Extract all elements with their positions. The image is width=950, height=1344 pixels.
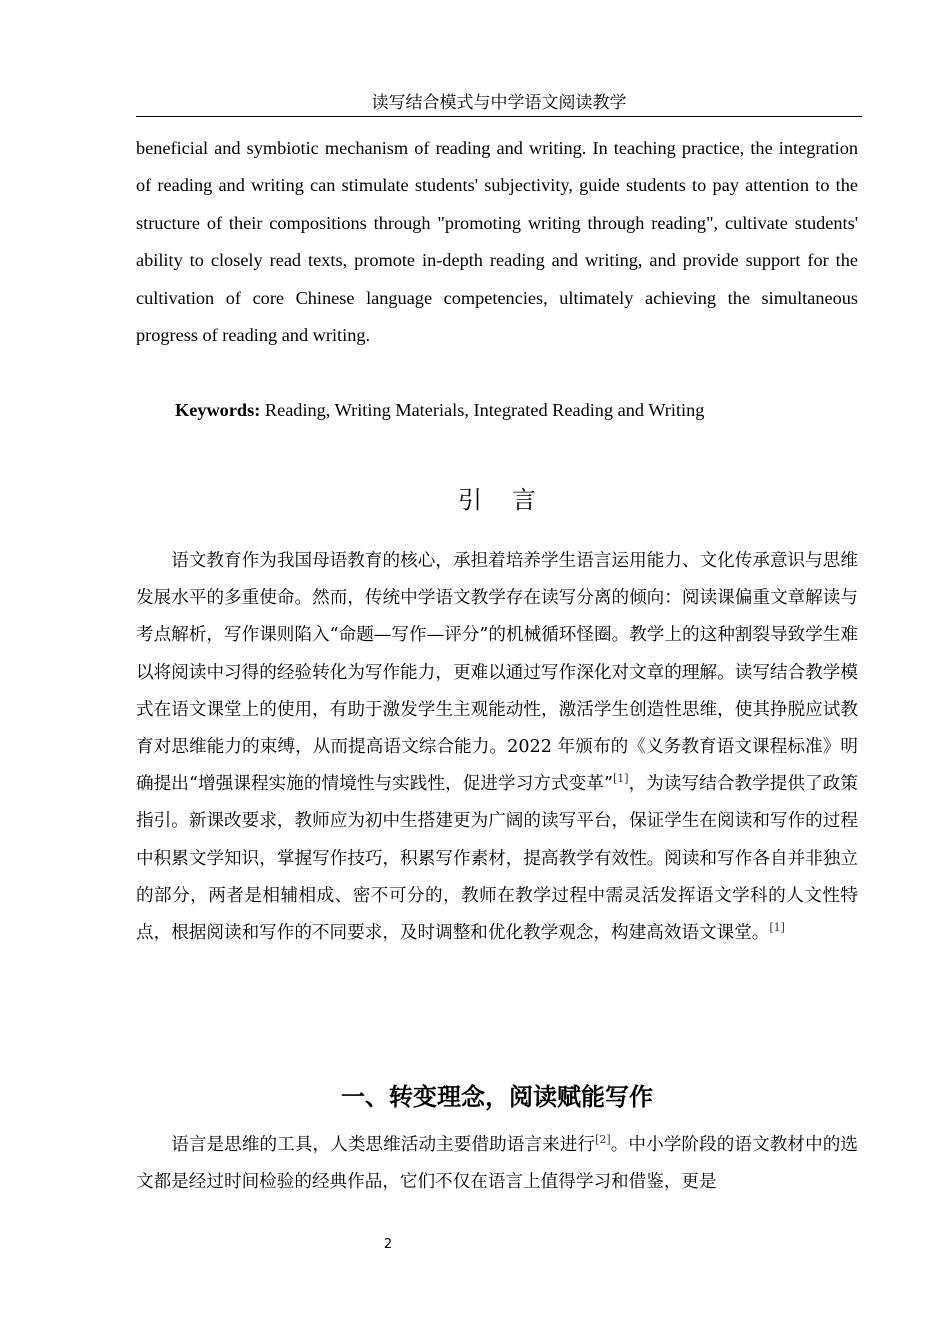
running-header xyxy=(136,90,862,117)
section-text-part2: 。中小学阶段的语文教材中的选文都是经过时间检验的经典作品，它们不仅在语言上值得学习和借鉴，更是 xyxy=(136,1135,858,1193)
abstract-english-paragraph: beneficial and symbiotic mechanism of reading and writing. In teaching practice, the integration of reading and writing can stimulate students' subjectivity, guide students to pay attention to the structure of their compositions through "promoting writing through reading", cultivate students' ability to closely read texts, promote in-depth reading and writing, and provide support for the cultivation of core Chinese language competencies, ultimately achieving the simultaneous progress of reading and writing. xyxy=(136,138,858,346)
citation-marker: [1] xyxy=(769,921,785,935)
introduction-text-part2: ，为读写结合教学提供了政策指引。新课改要求，教师应为初中生搭建更为广阔的读写平台，保证学生在阅读和写作的过程中积累文学知识，掌握写作技巧，积累写作素材，提高教学有效性。阅读和写作各自并非独立的部分，两者是相辅相成、密不可分的，教师在教学过程中需灵活发挥语文学科的人文性特点，根据阅读和写作的不同要求，及时调整和优化教学观念，构建高效语文课堂。 xyxy=(136,774,858,944)
running-title: 读写结合模式与中学语文阅读教学 xyxy=(371,93,627,113)
keywords-label: Keywords: xyxy=(175,400,261,420)
citation-marker: [2] xyxy=(595,1133,611,1147)
section-text-part1: 语言是思维的工具，人类思维活动主要借助语言来进行 xyxy=(171,1135,596,1155)
page-number: 2 xyxy=(383,1237,393,1252)
keywords-text: Reading, Writing Materials, Integrated Reading and Writing xyxy=(260,400,705,420)
introduction-text-part1: 语文教育作为我国母语教育的核心，承担着培养学生语言运用能力、文化传承意识与思维发展水平的多重使命。然而，传统中学语文教学存在读写分离的倾向：阅读课偏重文章解读与考点解析，写作课则陷入“命题—写作—评分”的机械循环怪圈。教学上的这种割裂导致学生难以将阅读中习得的经验转化为写作能力，更难以通过写作深化对文章的理解。读写结合教学模式在语文课堂上的使用，有助于激发学生主观能动性，激活学生创造性思维，使其挣脱应试教育对思维能力的束缚，从而提高语文综合能力。2022 年颁布的《义务教育语文课程标准》明确提出“增强课程实施的情境性与实践性，促进学习方式变革” xyxy=(136,551,858,795)
citation-marker: [1] xyxy=(612,772,629,786)
keywords-line xyxy=(175,392,855,428)
introduction-heading: 引言 xyxy=(458,486,566,514)
section-paragraph xyxy=(136,1127,858,1203)
section-heading: 一、转变理念，阅读赋能写作 xyxy=(341,1083,653,1111)
introduction-paragraph xyxy=(136,543,858,952)
